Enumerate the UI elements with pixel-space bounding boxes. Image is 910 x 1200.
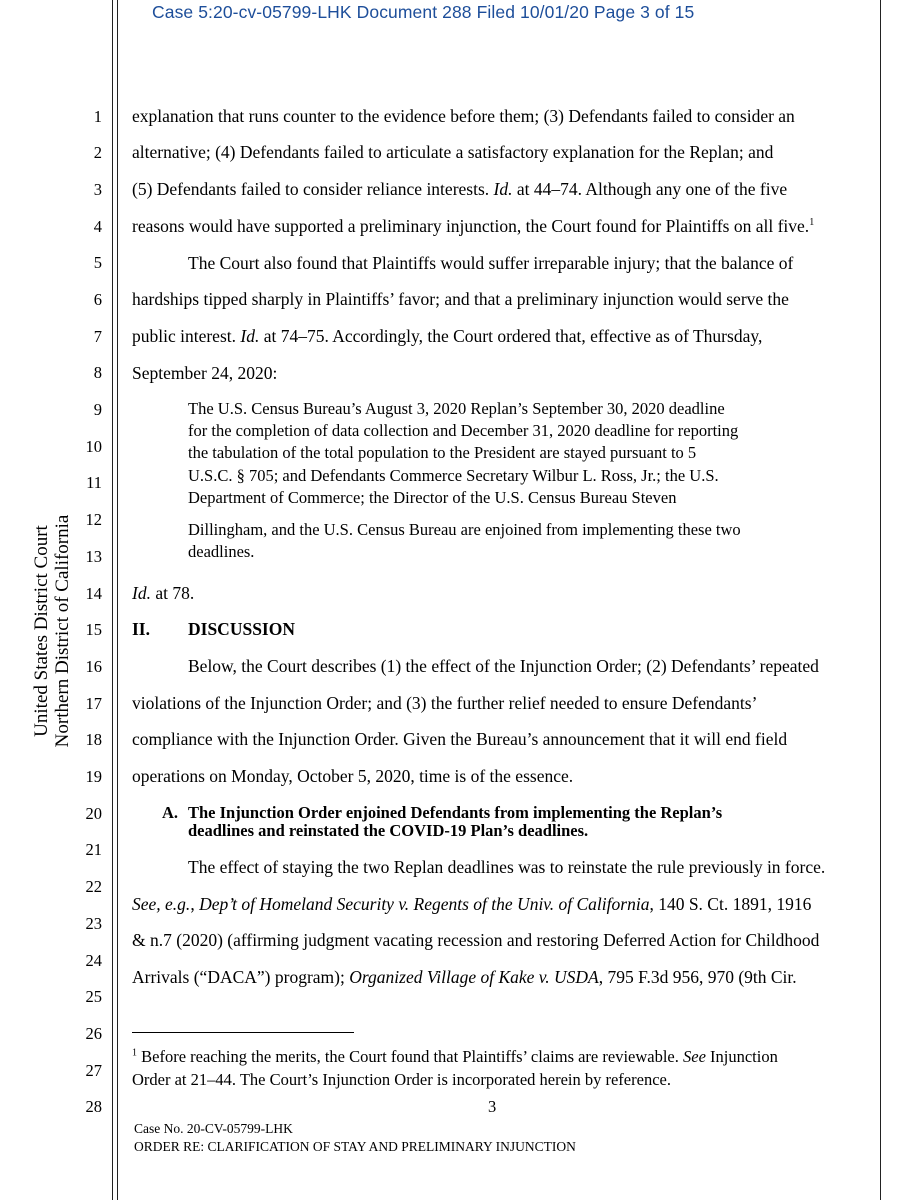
text-run: , 795 F.3d 956, 970 (9th Cir. bbox=[598, 967, 797, 987]
footnote-separator bbox=[132, 1032, 354, 1033]
line-number: 9 bbox=[93, 400, 102, 419]
block-quote-line: the tabulation of the total population to the President are stayed pursuant to 5 bbox=[188, 443, 697, 462]
text-run: , bbox=[190, 894, 200, 914]
line-number: 12 bbox=[85, 510, 102, 529]
body-line-8: September 24, 2020: bbox=[132, 363, 278, 383]
line-number: 25 bbox=[85, 987, 102, 1006]
section-number: II. bbox=[132, 619, 150, 639]
body-line-3 bbox=[132, 179, 787, 200]
signal-see-eg: See, e.g. bbox=[132, 894, 191, 914]
line-number: 6 bbox=[93, 290, 102, 309]
text-run: reasons would have supported a preliminary injunction, the Court found for Plaintiffs on all five. bbox=[132, 216, 810, 236]
line-number: 8 bbox=[93, 363, 102, 382]
signal-see: See bbox=[683, 1047, 706, 1066]
line-number: 18 bbox=[85, 730, 102, 749]
line-number: 14 bbox=[85, 584, 102, 603]
body-line-19: operations on Monday, October 5, 2020, time is of the essence. bbox=[132, 766, 574, 786]
body-line-5: The Court also found that Plaintiffs would suffer irreparable injury; that the balance of bbox=[188, 253, 794, 273]
line-number: 7 bbox=[93, 327, 102, 346]
footnote-line-2: Order at 21–44. The Court’s Injunction Order is incorporated herein by reference. bbox=[132, 1070, 671, 1089]
body-line-16: Below, the Court describes (1) the effect of the Injunction Order; (2) Defendants’ repeated bbox=[188, 656, 819, 676]
line-number: 20 bbox=[85, 804, 102, 823]
body-line-4 bbox=[132, 216, 814, 237]
left-margin-rule-inner bbox=[117, 0, 118, 1200]
line-number: 19 bbox=[85, 767, 102, 786]
district-name: Northern District of California bbox=[52, 514, 73, 748]
line-number: 24 bbox=[85, 951, 102, 970]
court-sidebar bbox=[31, 515, 73, 748]
left-margin-rule bbox=[112, 0, 113, 1200]
footnote-marker: 1 bbox=[132, 1047, 137, 1059]
body-line-7 bbox=[132, 326, 762, 347]
text-run: at 78. bbox=[150, 583, 195, 603]
block-quote-line: Department of Commerce; the Director of the U.S. Census Bureau Steven bbox=[188, 488, 677, 507]
line-number: 26 bbox=[85, 1024, 102, 1043]
line-number: 23 bbox=[85, 914, 102, 933]
text-run: , 140 S. Ct. 1891, 1916 bbox=[649, 894, 812, 914]
body-line-1: explanation that runs counter to the evidence before them; (3) Defendants failed to consider an bbox=[132, 106, 795, 126]
body-line-18: compliance with the Injunction Order. Given the Bureau’s announcement that it will end field bbox=[132, 729, 788, 749]
line-number: 16 bbox=[85, 657, 102, 676]
block-quote-line: Dillingham, and the U.S. Census Bureau are enjoined from implementing these two bbox=[188, 520, 741, 539]
body-line-17: violations of the Injunction Order; and (3) the further relief needed to ensure Defendants’ bbox=[132, 693, 758, 713]
line-number: 22 bbox=[85, 877, 102, 896]
block-quote-line: U.S.C. § 705; and Defendants Commerce Secretary Wilbur L. Ross, Jr.; the U.S. bbox=[188, 466, 719, 485]
footer-order-title: ORDER RE: CLARIFICATION OF STAY AND PRELIMINARY INJUNCTION bbox=[134, 1139, 576, 1154]
body-line-24 bbox=[132, 967, 797, 988]
line-number: 11 bbox=[86, 473, 102, 492]
subsection-label: A. bbox=[162, 803, 179, 822]
line-number: 15 bbox=[85, 620, 102, 639]
footnote-line-1 bbox=[132, 1047, 778, 1067]
right-margin-rule bbox=[880, 0, 881, 1200]
line-number: 13 bbox=[85, 547, 102, 566]
line-number: 3 bbox=[93, 180, 102, 199]
line-number: 10 bbox=[85, 437, 102, 456]
court-name: United States District Court bbox=[31, 525, 52, 737]
block-quote-line: deadlines. bbox=[188, 542, 255, 561]
footnote-ref: 1 bbox=[809, 217, 815, 229]
citation-id: Id. bbox=[493, 179, 513, 199]
line-number: 1 bbox=[93, 107, 102, 126]
body-line-14 bbox=[132, 583, 194, 604]
body-line-6: hardships tipped sharply in Plaintiffs’ favor; and that a preliminary injunction would serve the bbox=[132, 289, 789, 309]
text-run: Injunction bbox=[705, 1047, 778, 1066]
footer-case-number: Case No. 20-CV-05799-LHK bbox=[134, 1121, 293, 1136]
body-line-21: The effect of staying the two Replan deadlines was to reinstate the rule previously in force. bbox=[188, 857, 826, 877]
line-number: 28 bbox=[85, 1097, 102, 1116]
line-number: 5 bbox=[93, 253, 102, 272]
body-line-23: & n.7 (2020) (affirming judgment vacating recession and restoring Deferred Action for Childhood bbox=[132, 930, 820, 950]
text-run: at 44–74. Although any one of the five bbox=[512, 179, 788, 199]
section-title: DISCUSSION bbox=[188, 619, 295, 639]
line-number: 2 bbox=[93, 143, 102, 162]
text-run: at 74–75. Accordingly, the Court ordered that, effective as of Thursday, bbox=[259, 326, 763, 346]
case-header: Case 5:20-cv-05799-LHK Document 288 Filed 10/01/20 Page 3 of 15 bbox=[152, 2, 695, 22]
line-number: 27 bbox=[85, 1061, 102, 1080]
text-run: Before reaching the merits, the Court found that Plaintiffs’ claims are reviewable. bbox=[137, 1047, 683, 1066]
case-name: Dep’t of Homeland Security v. Regents of the Univ. of California bbox=[199, 894, 650, 914]
citation-id: Id. bbox=[132, 583, 151, 603]
line-number: 17 bbox=[85, 694, 102, 713]
body-line-2: alternative; (4) Defendants failed to articulate a satisfactory explanation for the Replan; and bbox=[132, 142, 774, 162]
block-quote-line: for the completion of data collection and December 31, 2020 deadline for reporting bbox=[188, 421, 739, 440]
subsection-heading-line: The Injunction Order enjoined Defendants from implementing the Replan’s bbox=[188, 803, 723, 822]
text-run: public interest. bbox=[132, 326, 241, 346]
case-name: Organized Village of Kake v. USDA bbox=[349, 967, 599, 987]
line-number: 21 bbox=[85, 840, 102, 859]
text-run: Arrivals (“DACA”) program); bbox=[132, 967, 350, 987]
citation-id: Id. bbox=[240, 326, 260, 346]
block-quote-line: The U.S. Census Bureau’s August 3, 2020 Replan’s September 30, 2020 deadline bbox=[188, 399, 725, 418]
body-line-22 bbox=[132, 894, 811, 915]
page-number: 3 bbox=[488, 1097, 497, 1116]
line-number: 4 bbox=[93, 217, 102, 236]
text-run: (5) Defendants failed to consider reliance interests. bbox=[132, 179, 494, 199]
subsection-heading-line: deadlines and reinstated the COVID-19 Plan’s deadlines. bbox=[188, 821, 589, 840]
